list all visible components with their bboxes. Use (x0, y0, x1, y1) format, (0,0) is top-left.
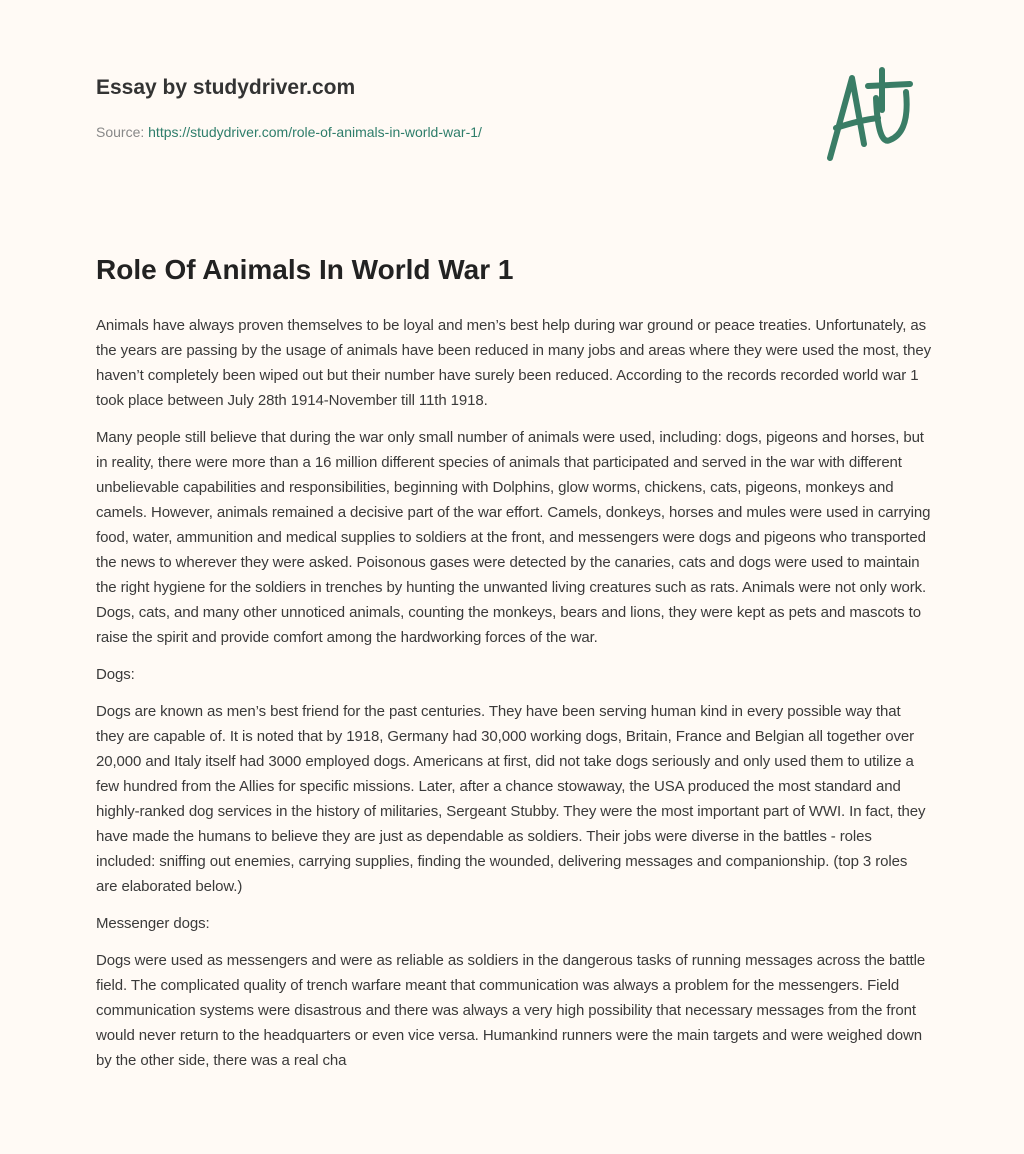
paragraph: Dogs were used as messengers and were as reliable as soldiers in the dangerous tasks of running messages across the battle field. The complicated quality of trench warfare meant that communication was always a problem for the messengers. Field communication systems were disastrous and there was always a very high possibility that necessary messages from the front would never return to the headquarters or even vice versa. Humankind runners were the main targets and were weighed down by the other side, there was a real cha (96, 952, 926, 1069)
paragraph: Many people still believe that during the war only small number of animals were used, including: dogs, pigeons and horses, but in reality, there were more than a 16 million different species of animals that participated and served in the war with different unbelievable capabilities and responsibilities, beginning with Dolphins, glow worms, chickens, cats, pigeons, monkeys and camels. However, animals remained a decisive part of the war effort. Camels, donkeys, horses and mules were used in carrying food, water, ammunition and medical supplies to soldiers at the front, and messengers were dogs and pigeons who transported the news to wherever they were asked. Poisonous gases were detected by the canaries, cats and dogs were used to maintain the right hygiene for the soldiers in trenches by hunting the unwanted living creatures such as rats. Animals were not only work. Dogs, cats, and many other unnoticed animals, counting the monkeys, bears and lions, they were kept as pets and mascots to raise the spirit and provide comfort among the hardworking forces of the war. (96, 429, 931, 646)
a-plus-logo-icon (820, 66, 930, 166)
section-heading-dogs: Dogs: (96, 666, 135, 683)
paragraph: Dogs are known as men’s best friend for the past centuries. They have been serving human kind in every possible way that they are capable of. It is noted that by 1918, Germany had 30,000 working dogs, Britain, France and Belgian all together over 20,000 and Italy itself had 3000 employed dogs. Americans at first, did not take dogs seriously and only used them to utilize a few hundred from the Allies for specific missions. Later, after a chance stowaway, the USA produced the most standard and highly-ranked dog services in the history of militaries, Sergeant Stubby. They were the most important part of WWI. In fact, they have made the humans to believe they are just as dependable as soldiers. Their jobs were diverse in the battles - roles included: sniffing out enemies, carrying supplies, finding the wounded, delivering messages and companionship. (top 3 roles are elaborated below.) (96, 703, 926, 895)
essay-body (96, 313, 932, 1085)
essay-title: Role Of Animals In World War 1 (96, 254, 514, 285)
source-label: Source: (96, 124, 145, 140)
site-brand: Essay by studydriver.com (96, 76, 356, 99)
section-heading-messenger-dogs: Messenger dogs: (96, 915, 210, 932)
paragraph: Animals have always proven themselves to be loyal and men’s best help during war ground or peace treaties. Unfortunately, as the years are passing by the usage of animals have been reduced in many jobs and areas where they were used the most, they haven’t completely been wiped out but their number have surely been reduced. According to the records recorded world war 1 took place between July 28th 1914-November till 11th 1918. (96, 317, 931, 409)
source-line (96, 124, 482, 140)
source-link[interactable]: https://studydriver.com/role-of-animals-in-world-war-1/ (148, 124, 482, 140)
